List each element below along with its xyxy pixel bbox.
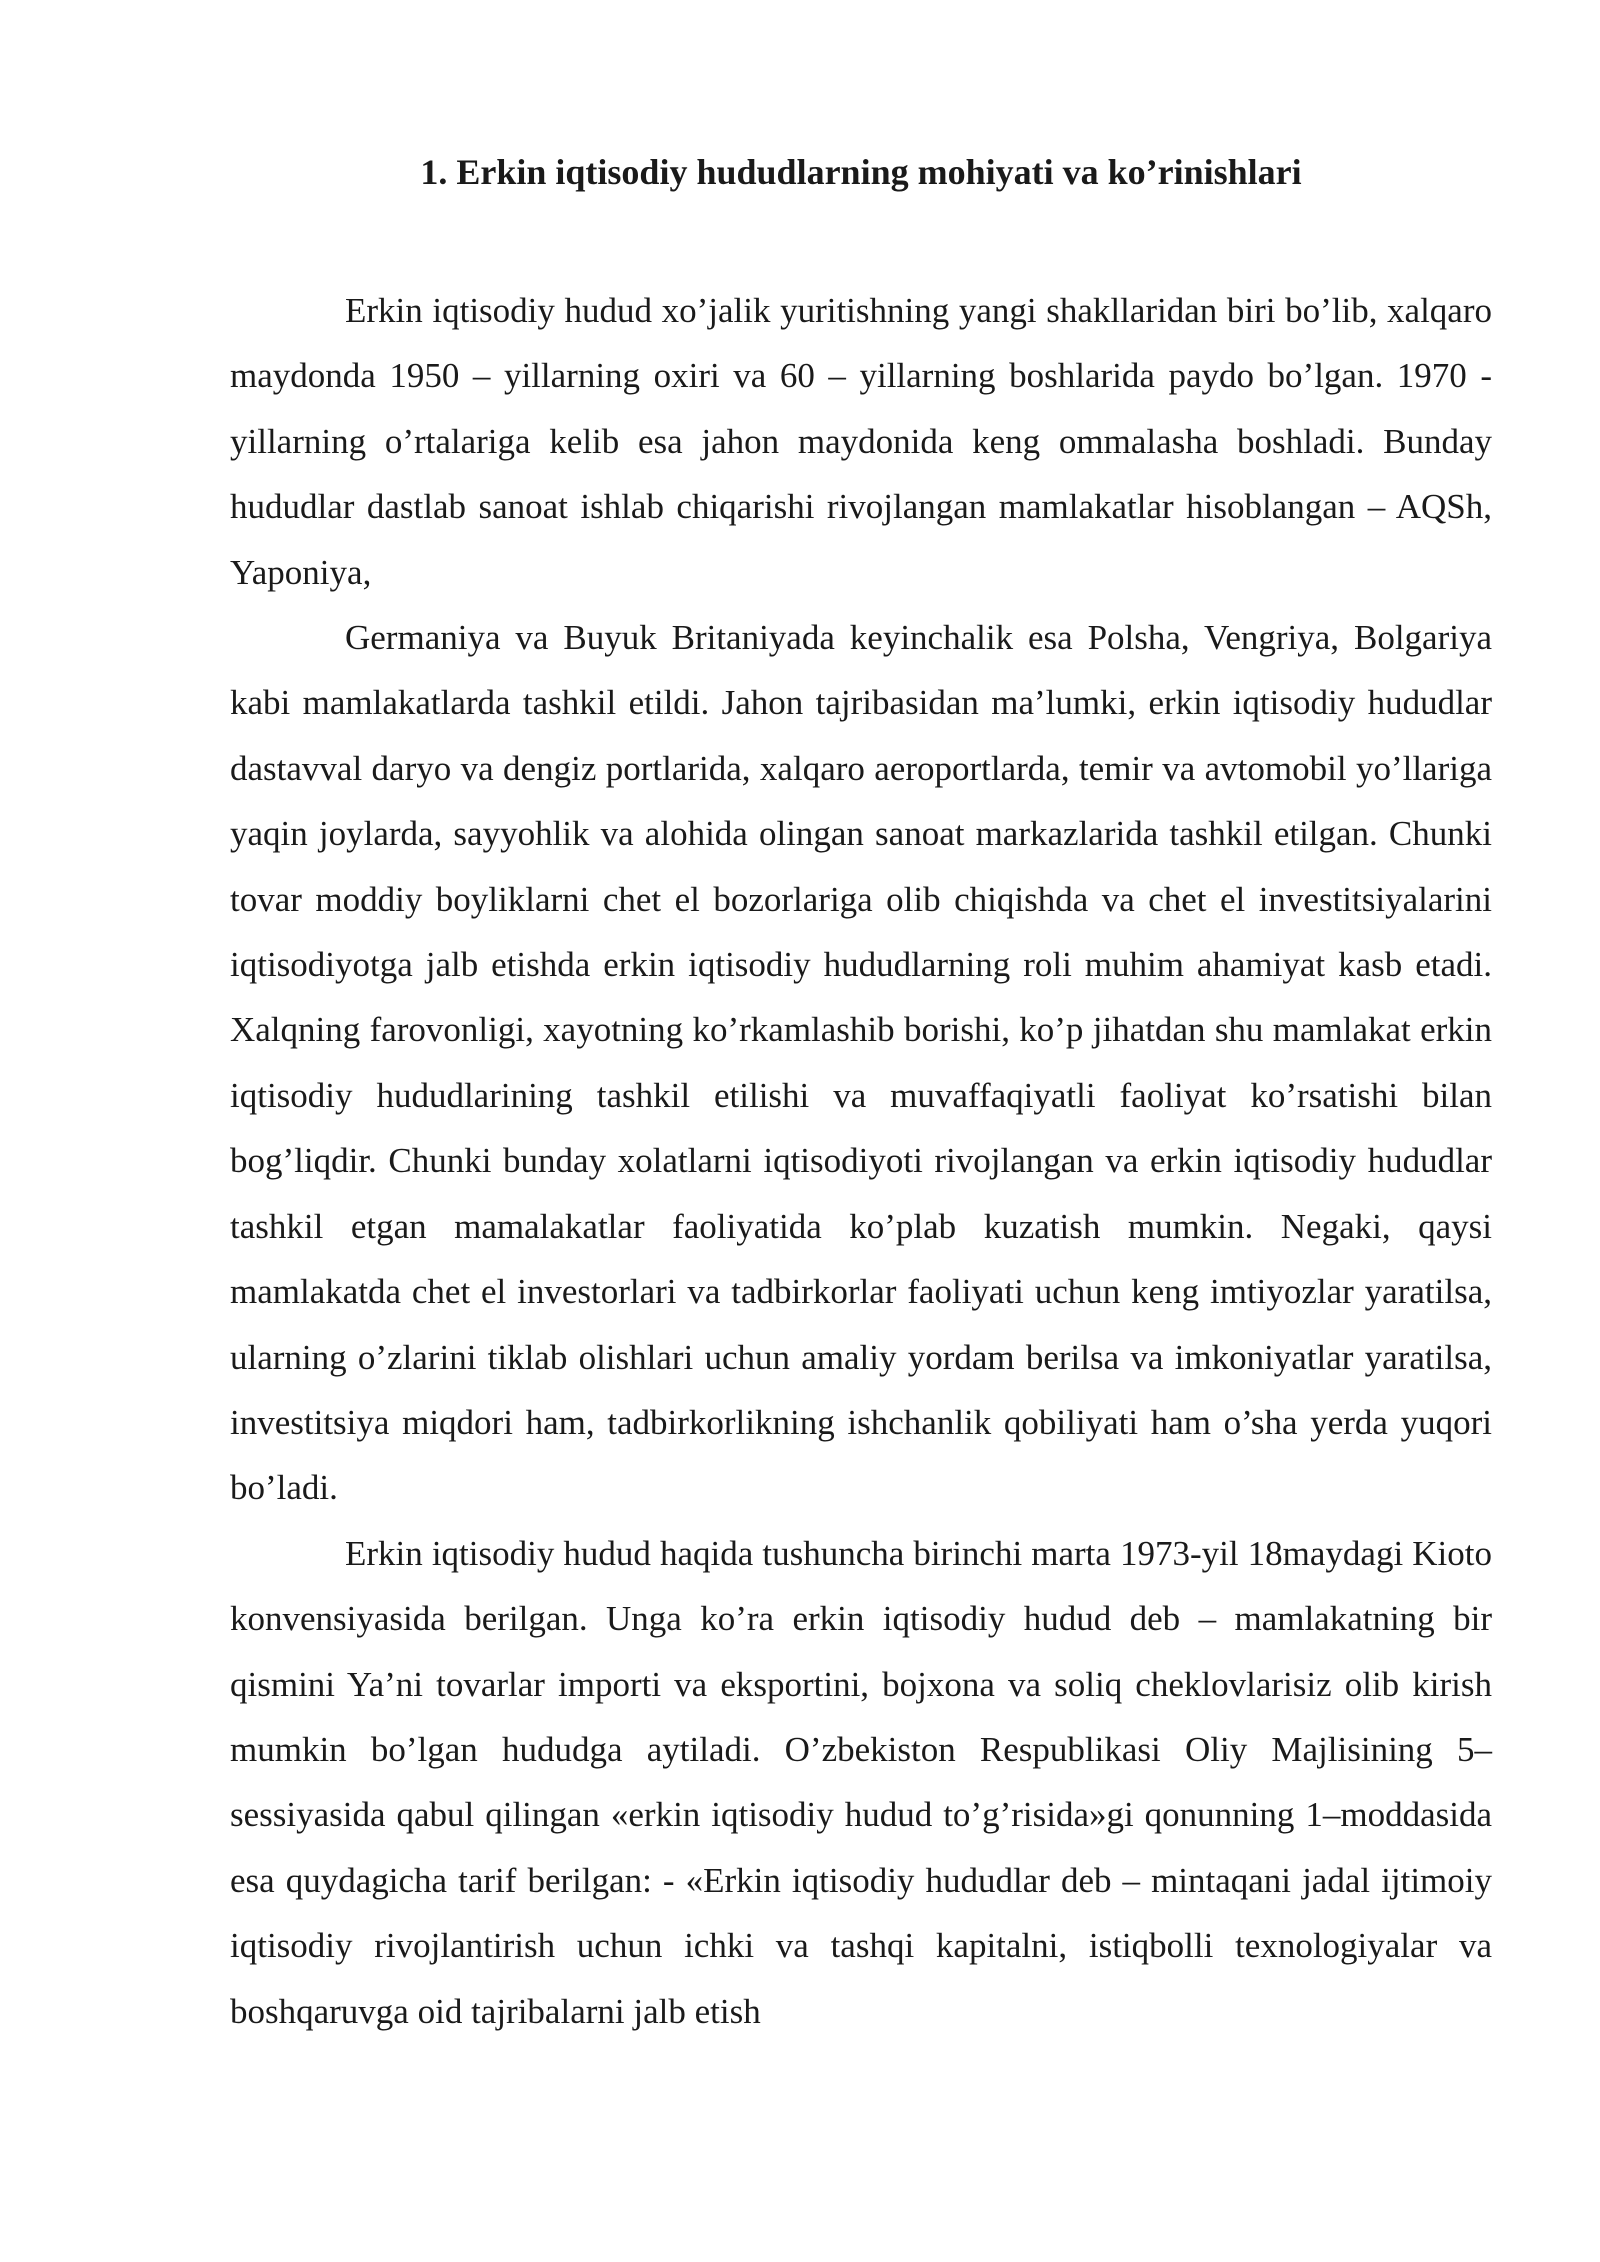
paragraph-3: Erkin iqtisodiy hudud haqida tushuncha birinchi marta 1973-yil 18maydagi Kioto konvensiyasida berilgan. Unga ko’ra erkin iqtisodiy hudud deb – mamlakatning bir qismini Ya’ni tovarlar importi va eksportini, bojxona va soliq cheklovlarisiz olib kirish mumkin bo’lgan hududga aytiladi. O’zbekiston Respublikasi Oliy Majlisining 5–sessiyasida qabul qilingan «erkin iqtisodiy hudud to’g’risida»gi qonunning 1–moddasida esa quydagicha tarif berilgan: - «Erkin iqtisodiy hududlar deb – mintaqani jadal ijtimoiy iqtisodiy rivojlantirish uchun ichki va tashqi kapitalni, istiqbolli texnologiyalar va boshqaruvga oid tajribalarni jalb etish	[230, 1533, 1492, 2031]
paragraph-1: Erkin iqtisodiy hudud xo’jalik yuritishning yangi shakllaridan biri bo’lib, xalqaro maydonda 1950 – yillarning oxiri va 60 – yillarning boshlarida paydo bo’lgan. 1970 - yillarning o’rtalariga kelib esa jahon maydonida keng ommalasha boshladi. Bunday hududlar dastlab sanoat ishlab chiqarishi rivojlangan mamlakatlar hisoblangan – AQSh, Yaponiya,	[230, 291, 1492, 592]
paragraph-2: Germaniya va Buyuk Britaniyada keyinchalik esa Polsha, Vengriya, Bolgariya kabi mamlakatlarda tashkil etildi. Jahon tajribasidan ma’lumki, erkin iqtisodiy hududlar dastavval daryo va dengiz portlarida, xalqaro aeroportlarda, temir va avtomobil yo’llariga yaqin joylarda, sayyohlik va alohida olingan sanoat markazlarida tashkil etilgan. Chunki tovar moddiy boyliklarni chet el bozorlariga olib chiqishda va chet el investitsiyalarini iqtisodiyotga jalb etishda erkin iqtisodiy hududlarning roli muhim ahamiyat kasb etadi. Xalqning farovonligi, xayotning ko’rkamlashib borishi, ko’p jihatdan shu mamlakat erkin iqtisodiy hududlarining tashkil etilishi va muvaffaqiyatli faoliyat ko’rsatishi bilan bog’liqdir. Chunki bunday xolatlarni iqtisodiyoti rivojlangan va erkin iqtisodiy hududlar tashkil etgan mamalakatlar faoliyatida ko’plab kuzatish mumkin. Negaki, qaysi mamlakatda chet el investorlari va tadbirkorlar faoliyati uchun keng imtiyozlar yaratilsa, ularning o’zlarini tiklab olishlari uchun amaliy yordam berilsa va imkoniyatlar yaratilsa, investitsiya miqdori ham, tadbirkorlikning ishchanlik qobiliyati ham o’sha yerda yuqori bo’ladi.	[230, 618, 1492, 1508]
document-title: 1. Erkin iqtisodiy hududlarning mohiyati va ko’rinishlari	[420, 152, 1302, 192]
document-page	[230, 148, 1492, 2044]
